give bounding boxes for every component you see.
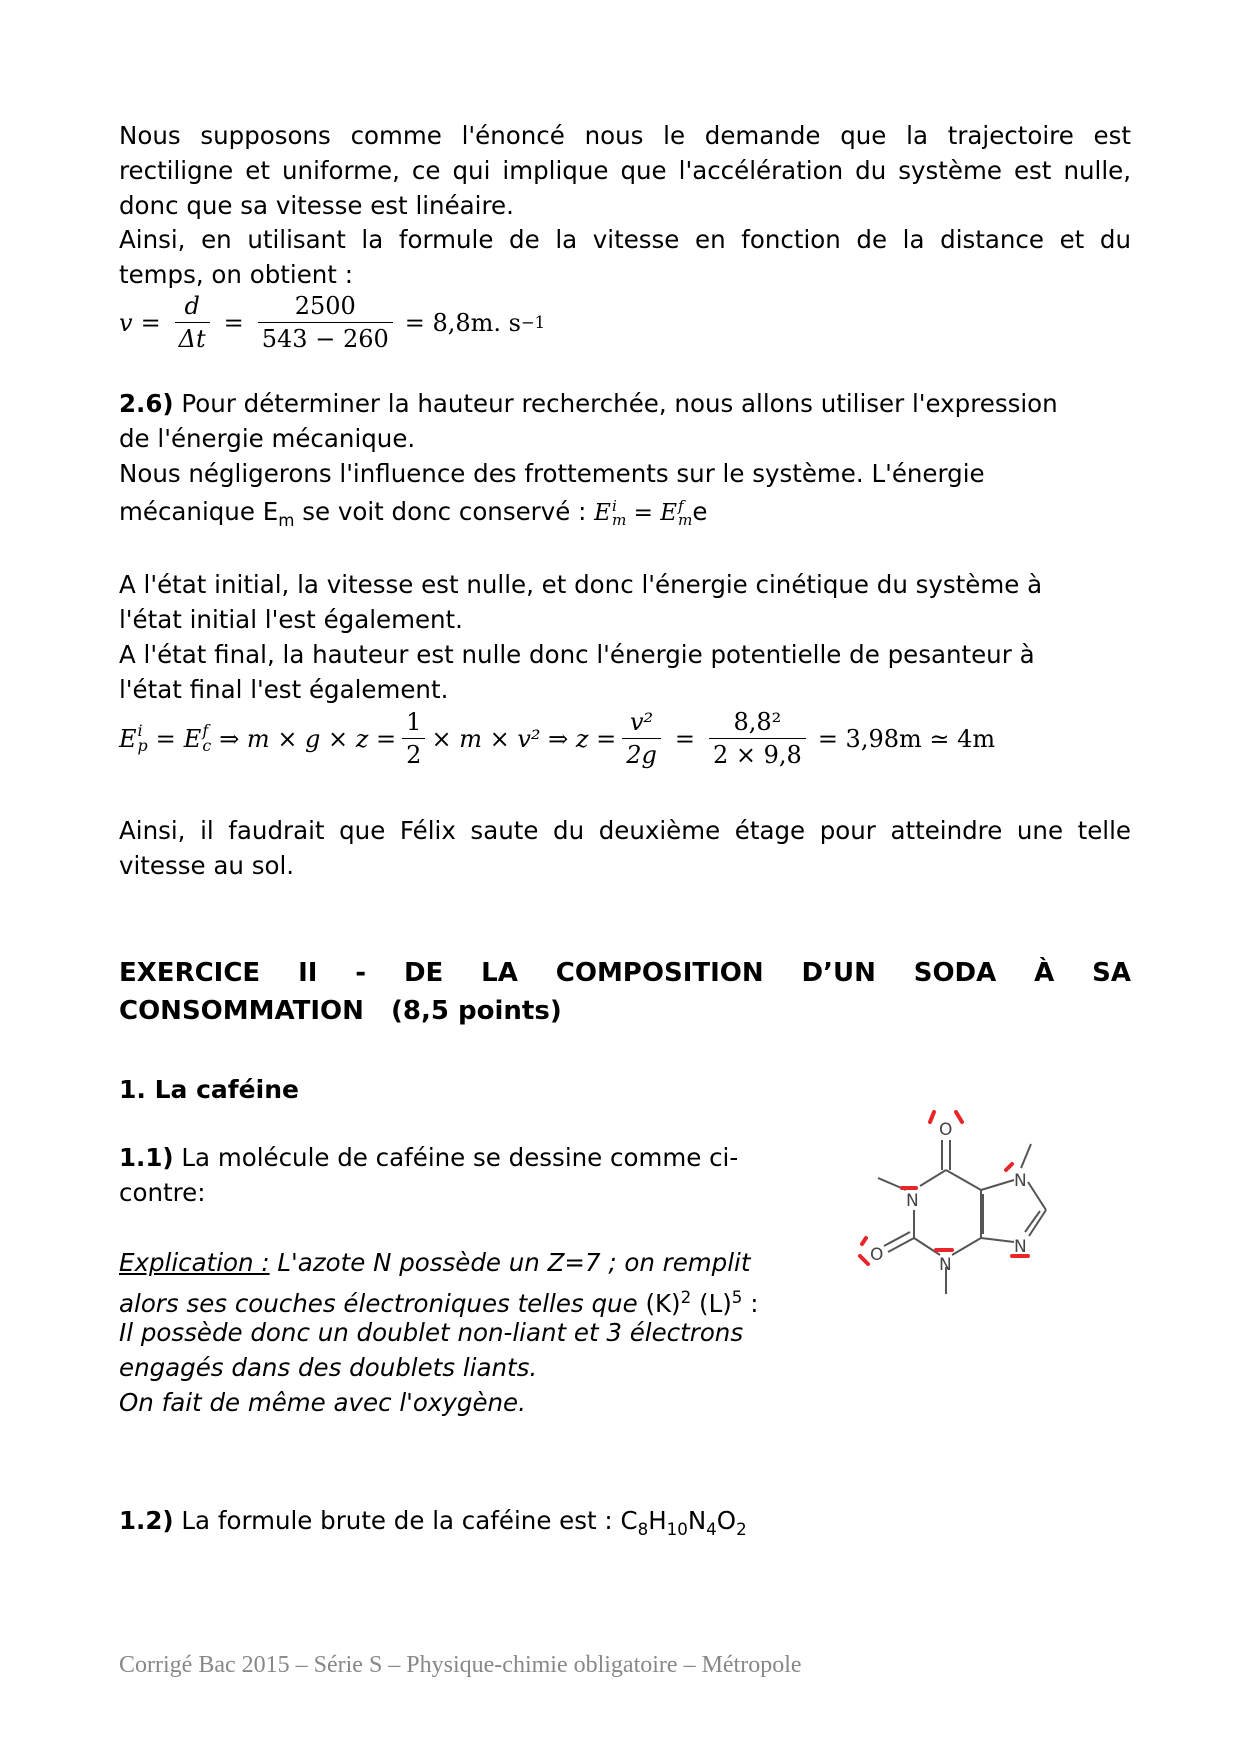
paragraph-final-state: A l'état final, la hauteur est nulle donc l'énergie potentielle de pesanteur à [119,640,1035,669]
fraction-v2-2g: $\frac{\text{v²}}{2g}$ [622,708,661,769]
paragraph-speed-formula-end: temps, on obtient : [119,260,353,289]
fraction-denominator: Δt [175,322,210,353]
atom-nitrogen-7: N [1014,1171,1027,1191]
paragraph-initial-state-2: l'état initial l'est également. [119,605,463,634]
energy-conservation-eq: E i m = E f m [594,497,693,529]
fraction-half: $\frac{1}{2}$ [402,708,425,769]
paragraph-conclusion-end: vitesse au sol. [119,851,295,880]
question-2-6-line1 [119,386,1131,421]
caffeine-molecule-diagram [836,1110,1076,1330]
eq2-part2: × m × v² ⇒ z = [431,724,617,753]
fraction-values [258,292,393,353]
eq-v: v [119,308,133,337]
section-cafeine: 1. La caféine [119,1075,299,1104]
paragraph-speed-formula: Ainsi, en utilisant la formule de la vitesse en fonction de la distance et du [119,225,1131,254]
mech-energy-text-2: se voit donc conservé : [294,497,595,526]
height-result: = 3,98m ≃ 4m [817,724,996,753]
fraction-d-over-dt [175,292,210,353]
eq-equals: = [140,308,161,337]
question-2-6-line3: Nous négligerons l'influence des frottements sur le système. L'énergie [119,459,985,488]
explanation-line1: Explication : L'azote N possède un Z=7 ; on remplit [119,1248,751,1277]
speed-result: = 8,8m. s [404,308,521,337]
paragraph-conclusion: Ainsi, il faudrait que Félix saute du deuxième étage pour atteindre une telle [119,816,1131,845]
explanation-line3: Il possède donc un doublet non-liant et 3 électrons [119,1318,744,1347]
atom-oxygen-top: O [939,1120,953,1140]
speed-result-exponent: −1 [521,313,546,332]
exercise-title-2: CONSOMMATION (8,5 points) [119,996,562,1026]
question-1-2: 1.2) La formule brute de la caféine est : $C_8H_{10}N_4O_2$ [119,1506,747,1539]
atom-nitrogen-1: N [906,1191,919,1211]
explanation-line2: alors ses couches électroniques telles que $(K)^2$ $(L)^5$ : [119,1288,759,1319]
fraction-numerator: d [184,292,200,320]
ec-indices: f c [202,721,212,755]
fraction-values-height: $\frac{\text{8,8²}}{2 \times 9,8}$ [709,708,806,769]
paragraph-trajectory: Nous supposons comme l'énoncé nous le demande que la trajectoire est rectiligne et uniforme, ce qui implique que l'accélération du système est nulle, [119,121,1131,185]
atom-oxygen-left: O [870,1245,884,1265]
eq2-equals-3: = [674,724,695,753]
atom-nitrogen-3: N [939,1255,952,1275]
question-2-6-line2: de l'énergie mécanique. [119,424,416,453]
page-footer: Corrigé Bac 2015 – Série S – Physique-chimie obligatoire – Métropole [119,1652,802,1678]
atom-nitrogen-9: N [1014,1237,1027,1257]
question-1-1-line2: contre: [119,1178,206,1207]
paragraph-trajectory-end: donc que sa vitesse est linéaire. [119,191,514,220]
paragraph-initial-state: A l'état initial, la vitesse est nulle, et donc l'énergie cinétique du système à [119,570,1043,599]
ep: E [119,724,137,753]
eq2-implication: ⇒ m × g × z = [219,724,397,753]
mech-energy-sub: m [278,510,295,530]
explanation-label: Explication : [119,1248,270,1277]
question-1-1-line1: 1.1) La molécule de caféine se dessine comme ci- [119,1143,739,1172]
mech-energy-tail: e [692,497,708,526]
fraction-denominator-value: 543 − 260 [258,322,393,353]
explanation-line5: On fait de même avec l'oxygène. [119,1388,526,1417]
equation-speed [119,292,545,353]
question-2-6-line4 [119,494,1131,538]
equation-height [119,708,995,769]
exercise-title: EXERCICE II - DE LA COMPOSITION D’UN SODA À SA [119,958,1131,988]
mech-energy-text: mécanique E [119,497,279,526]
formula-cafeine: $C_8H_{10}N_4O_2$ [620,1506,747,1539]
paragraph-final-state-2: l'état final l'est également. [119,675,449,704]
ep-indices: i p [137,721,148,755]
explanation-line4: engagés dans des doublets liants. [119,1353,538,1382]
fraction-numerator-value: 2500 [294,292,356,320]
eq-equals-2: = [223,308,244,337]
question-text: Pour déterminer la hauteur recherchée, nous allons utiliser l'expression [173,389,1058,418]
eq2-equals: = [155,724,176,753]
ec: E [183,724,202,753]
question-label: 2.6) [119,389,174,418]
